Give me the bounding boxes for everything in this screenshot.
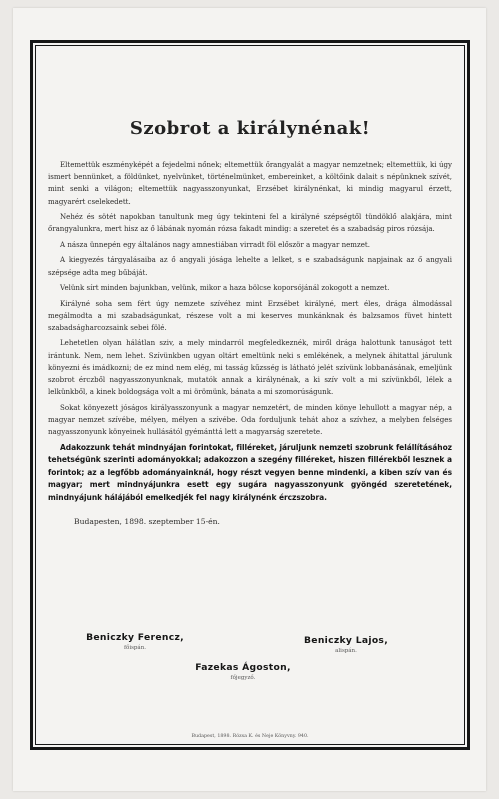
donation-appeal: Adakozzunk tehát mindnyájan forintokat, filléreket, járuljunk nemzeti szobrunk felállításához tehetségünk szerinti adományokkal; adakozzon a szegény filléreket, hiszen fillérekből lesznek a forintok; az a legfőbb adományainknál, hogy részt vegyen benne mindenki, a kiben szív van és magyar; mert mindnyájunkra esett egy sugára nagyasszonyunk gyöngéd szeretetének, mindnyájunk hálájából emelkedjék fel nagy királynénk érczszobra. [48, 442, 452, 503]
date-line: Budapesten, 1898. szeptember 15-én. [74, 516, 220, 526]
paragraph-3: A násza ünnepén egy általános nagy amnestiában virradt föl először a magyar nemzet. [60, 239, 370, 249]
signatory-role: főispán. [123, 645, 147, 651]
paragraph-5: Velünk sírt minden bajunkban, velünk, mikor a haza bölcse koporsójánál zokogott a nemzet. [60, 283, 390, 293]
poster-body [48, 118, 452, 526]
signatory-name: Fazekas Ágoston, [195, 662, 291, 673]
signatory-1 [60, 632, 210, 651]
paragraph-4: A kiegyezés tárgyalásaiba az ő angyali jósága lehelte a lelket, s e szabadságunk napjainak az ő angyali szépsége adta meg bűbáját. [48, 255, 452, 277]
paragraph-1: Eltemettük eszményképét a fejedelmi nőnek; eltemettük őrangyalát a magyar nemzetnek; eltemettük, ki úgy ismert bennünket, a földünket, nyelvünket, történelmünket, embereinket, a költőink dalait s népünknek szívét, mint senki a világon; eltemettük nagyasszonyunkat, Erzsébet királynénkat, ki mindig magyarul érzett, magyarért cselekedett. [48, 160, 452, 206]
poster-title: Szobrot a királynénak! [129, 118, 371, 139]
signatory-role: főjegyző. [230, 675, 256, 681]
paragraph-7: Lehetetlen olyan hálátlan sziv, a mely mindarról megfeledkeznék, miről drága halottunk tanuságot tett irántunk. Nem, nem lehet. Szívünkben ugyan oltárt emeltünk neki s emlékének, a melynek áhitattal járulunk könyezni és imádkozni; de ez mind nem elég, mi tasság kűzsség is látható jelét szívünk lobbanásának, emeljünk szobrot érczből nagyasszonyunknak, mutatók annak a királynénak, a ki szív volt a mi szívünkből, lélek a lelkünkből, a kinek boldogsága volt a mi örömünk, bánata a mi szomorúságunk. [48, 338, 452, 397]
paragraph-8: Sokat könyezett jóságos királyasszonyunk a magyar nemzetért, de minden könye lehullott a magyar nép, a magyar nemzet szívébe, mélyen, mélyen a szívébe. Oda forduljunk tehát ahoz a szívhez, a melyben felséges nagyasszonyunk könyeinek hullásától gyémánttá lett a magyarság szeretete. [48, 402, 452, 437]
signatory-role: alispán. [335, 648, 357, 654]
signatory-3 [168, 662, 318, 681]
paragraph-6: Királyné soha sem fért úgy nemzete szívéhez mint Erzsébet királyné, mert éles, drága álmodással megálmodta a mi szabadságunkat, részese volt a mi keserves munkánknak és balzsamos füvet hintett szabadságharcozsaink sebei fölé. [48, 298, 452, 332]
printer-imprint: Budapest, 1898. Rózsa K. és Neje Könyvny. 940. [191, 734, 309, 739]
paragraph-2: Nehéz és sötét napokban tanultunk meg úgy tekinteni fel a királyné szépségtől tündöklő alakjára, mint őrangyalunkra, mert hisz az ő lábának nyomán rózsa fakadt mindig: a szeretet és a szabadság piros rózsája. [48, 212, 452, 234]
signatory-name: Beniczky Ferencz, [86, 632, 184, 643]
signatory-2 [276, 635, 416, 654]
signatory-name: Beniczky Lajos, [304, 635, 388, 646]
